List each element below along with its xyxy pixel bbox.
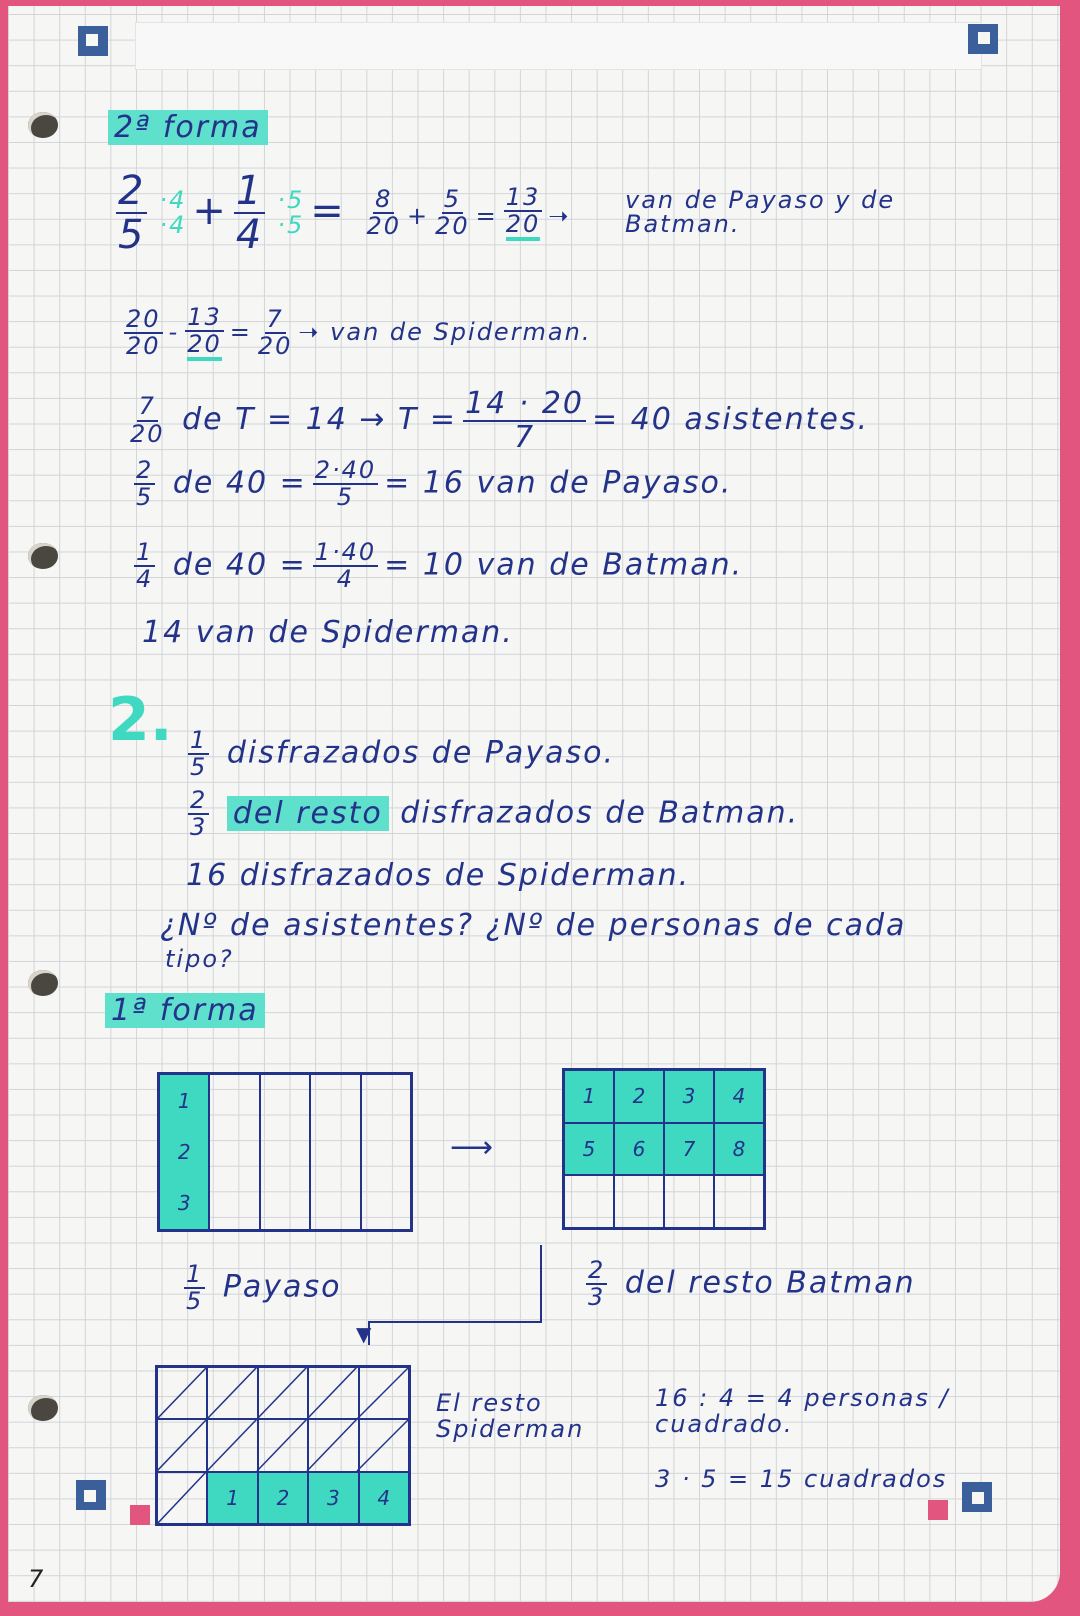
calc-per-square: 16 : 4 = 4 personas / cuadrado.: [655, 1384, 950, 1439]
connector-line: [540, 1245, 542, 1323]
problem-line-1: $\frac{1}{5}$ disfrazados de Payaso.: [190, 726, 615, 782]
equation-line-4: $\frac{2}{5}$ de 40 = $\frac{2\cdot 40}{5}$ = 16 van de Payaso.: [136, 456, 733, 512]
problem-line-3: 16 disfrazados de Spiderman.: [186, 858, 691, 893]
label-payaso: $\frac{1}{5}$ Payaso: [186, 1260, 342, 1316]
binder-hole: [28, 112, 58, 138]
connector-line: [368, 1321, 542, 1323]
equation-line-3: $\frac{7}{20}$ de T = 14 → T = $\frac{14 \cdot 20}{7}$ = 40 asistentes.: [130, 386, 869, 455]
payaso-column: 1 2 3: [159, 1074, 209, 1230]
equation-line-2: $\frac{20}{20}$ - $\frac{13}{20}$ = $\frac{7}{20}$ ➝ van de Spiderman.: [126, 303, 592, 361]
arrow-right-icon: ⟶: [450, 1130, 496, 1165]
header-bar: [135, 22, 982, 70]
arrow-down-icon: ▼: [356, 1322, 374, 1346]
equation-line-5: $\frac{1}{4}$ de 40 = $\frac{1\cdot 40}{4}$ = 10 van de Batman.: [136, 538, 744, 594]
line1-text: van de Payaso y de Batman.: [625, 186, 896, 238]
corner-mark-icon: [76, 1480, 106, 1510]
calc-total-squares: 3 · 5 = 15 cuadrados: [655, 1465, 948, 1493]
diagram-spiderman: 1 2 3 4: [155, 1365, 411, 1526]
equation-line-6: 14 van de Spiderman.: [142, 615, 514, 650]
corner-mark-icon: [968, 24, 998, 54]
corner-mark-icon: [78, 26, 108, 56]
question-line-1: ¿Nº de asistentes? ¿Nº de personas de cada: [160, 908, 907, 943]
problem-number: 2.: [108, 685, 173, 755]
question-line-2: tipo?: [165, 945, 234, 973]
page-number: 7: [28, 1565, 44, 1593]
heading-second-method: 2ª forma: [108, 110, 268, 145]
binder-hole: [28, 543, 58, 569]
label-batman: $\frac{2}{3}$ del resto Batman: [588, 1256, 916, 1312]
binder-hole: [28, 1395, 58, 1421]
corner-mark-icon: [962, 1482, 992, 1512]
heading-first-method: 1ª forma: [105, 993, 265, 1028]
diagram-rest: 1 2 3 4 5 6 7 8: [562, 1068, 766, 1230]
binder-hole: [28, 970, 58, 996]
equation-line-1: $\frac{2}{5}$ ·4 ·4 + $\frac{1}{4}$ ·5 ·5 = $\frac{8}{20}$ + $\frac{5}{20}$ = $\frac{13}{20}$ ➝: [118, 168, 571, 258]
problem-line-2: $\frac{2}{3}$ del resto disfrazados de Batman.: [190, 786, 800, 842]
diagram-fifths: [157, 1072, 413, 1232]
label-spiderman: El resto Spiderman: [436, 1389, 585, 1444]
pink-square-icon: [928, 1500, 948, 1520]
pink-square-icon: [130, 1505, 150, 1525]
